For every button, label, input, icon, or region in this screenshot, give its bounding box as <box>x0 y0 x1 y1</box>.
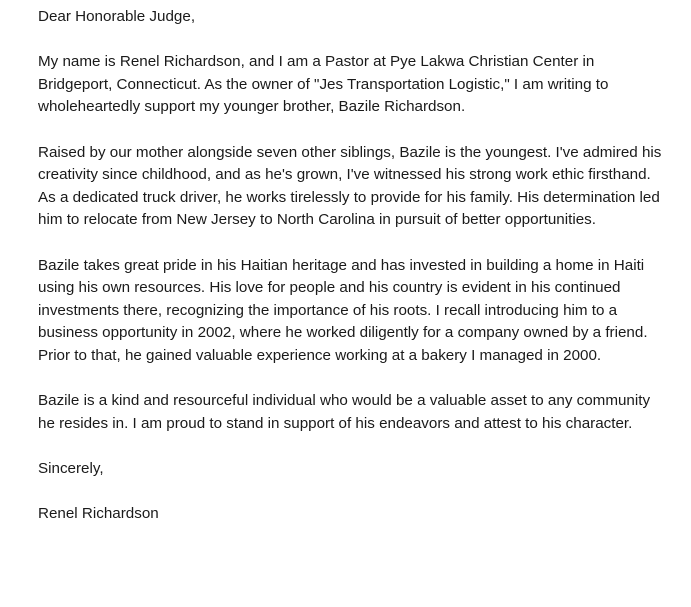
paragraph-heritage-work: Bazile takes great pride in his Haitian heritage and has invested in building a home in Haiti using his own resources. His love for people and his country is evident in his continued investments there, recognizing the importance of his roots. I recall introducing him to a business opportunity in 2002, where he worked diligently for a company owned by a friend. Prior to that, he gained valuable experience working at a bakery I managed in 2000. <box>38 256 648 364</box>
paragraph-family-background: Raised by our mother alongside seven other siblings, Bazile is the youngest. I've admired his creativity since childhood, and as he's grown, I've witnessed his strong work ethic firsthand. As a dedicated truck driver, he works tirelessly to provide for his family. His determination led him to relocate from New Jersey to North Carolina in pursuit of better opportunities. <box>38 143 662 229</box>
salutation: Dear Honorable Judge, <box>38 8 196 25</box>
signature: Renel Richardson <box>38 505 159 523</box>
paragraph-character: Bazile is a kind and resourceful individual who would be a valuable asset to any community he resides in. I am proud to stand in support of his endeavors and attest to his character. <box>38 392 651 432</box>
closing: Sincerely, <box>38 459 104 477</box>
paragraph-introduction: My name is Renel Richardson, and I am a Pastor at Pye Lakwa Christian Center in Bridgeport, Connecticut. As the owner of "Jes Transportation Logistic," I am writing to wholeheartedly support my younger brother, Bazile Richardson. <box>38 53 609 116</box>
